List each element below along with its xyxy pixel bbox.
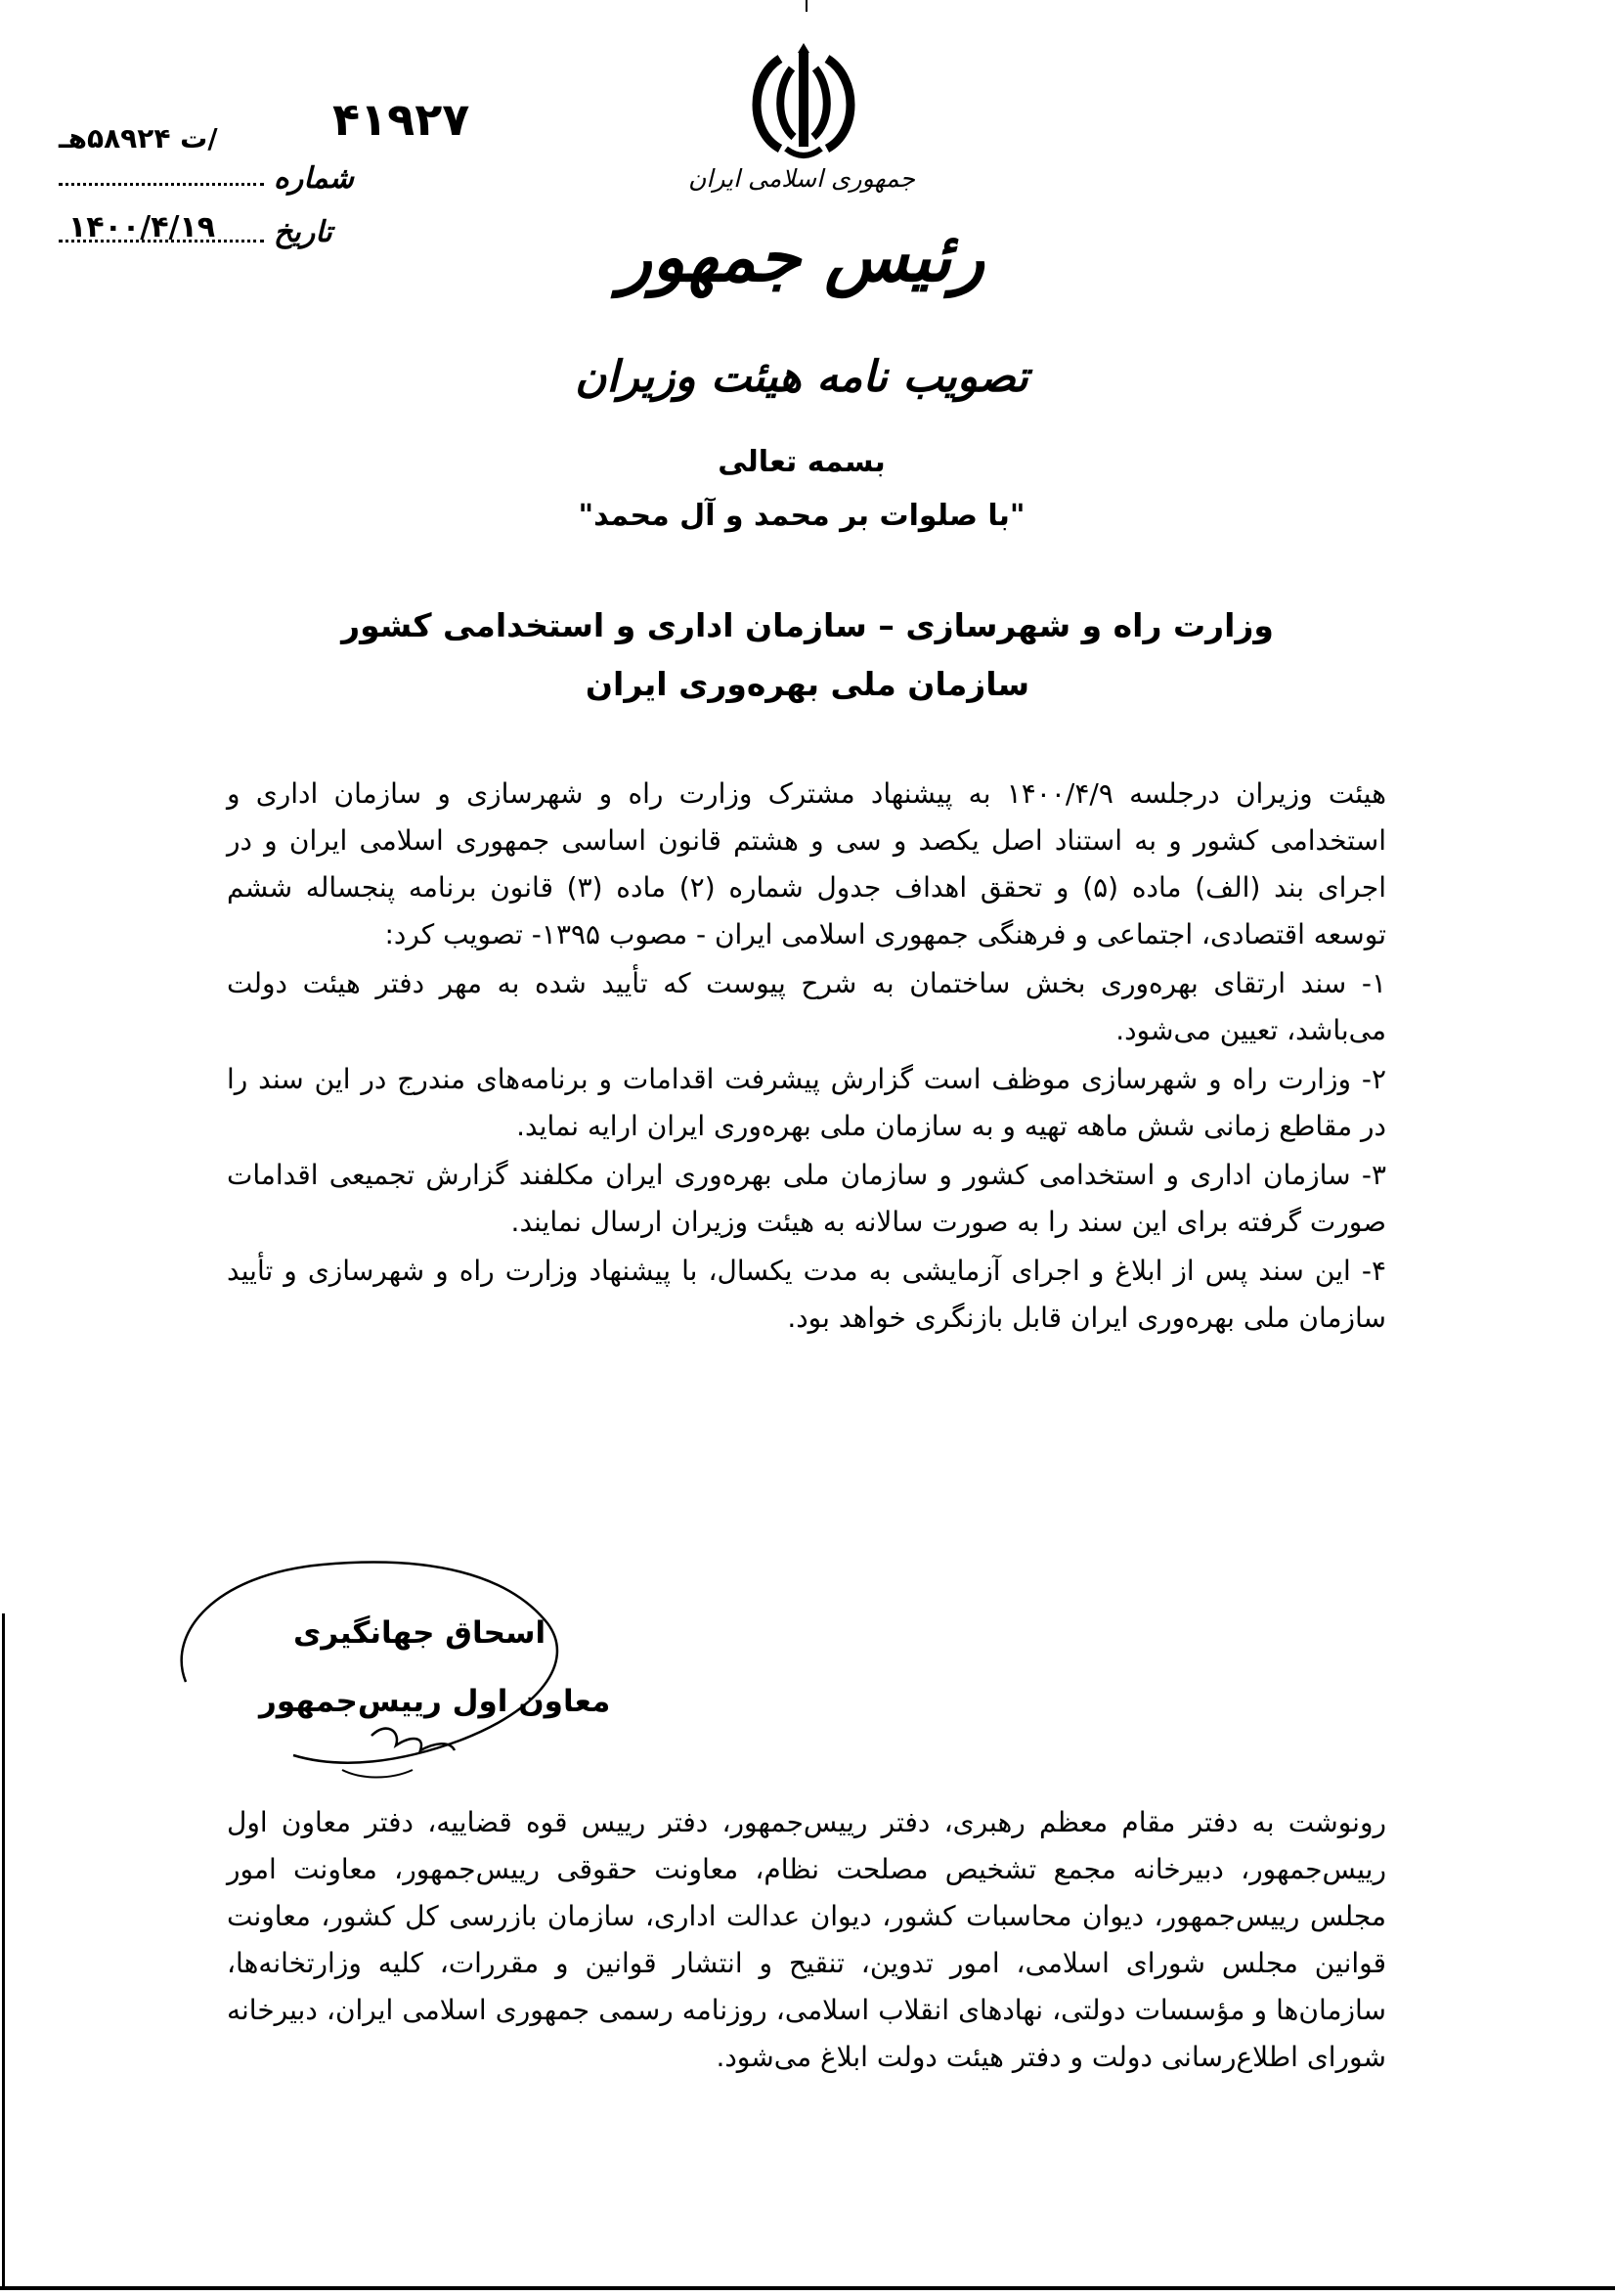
- number-label: شماره: [274, 161, 354, 196]
- copies-list: رونوشت به دفتر مقام معظم رهبری، دفتر رییس‌جمهور، دفتر رییس قوه قضاییه، دفتر معاون اول رییس‌جمهور، دبیرخانه مجمع تشخیص مصلحت نظام، معاونت حقوقی رییس‌جمهور، معاونت امور مجلس رییس‌جمهور، دیوان محاسبات کشور، دیوان عدالت اداری، سازمان بازرسی کل کشور، معاونت قوانین مجلس شورای اسلامی، امور تدوین، تنقیح و انتشار قوانین و مقررات، کلیه وزارتخانه‌ها، سازمان‌ها و مؤسسات دولتی، نهادهای انقلاب اسلامی، روزنامه رسمی جمهوری اسلامی ایران، دبیرخانه شورای اطلاع‌رسانی دولت و دفتر هیئت دولت ابلاغ می‌شود.: [227, 1806, 1386, 2073]
- decree-item-1: ۱- سند ارتقای بهره‌وری بخش ساختمان به شرح پیوست که تأیید شده به مهر دفتر هیئت دولت می‌باشد، تعیین می‌شود.: [227, 967, 1386, 1046]
- decree-item-2: ۲- وزارت راه و شهرسازی موظف است گزارش پیشرفت اقدامات و برنامه‌های مندرج در این سند را در مقاطع زمانی شش ماهه تهیه و به سازمان ملی بهره‌وری ایران ارایه نماید.: [227, 1063, 1386, 1142]
- recipients-line-1: وزارت راه و شهرسازی – سازمان اداری و استخدامی کشور: [341, 606, 1274, 644]
- date-label: تاریخ: [274, 215, 332, 249]
- iran-emblem-icon: [741, 39, 866, 166]
- date-dotted-line: [59, 240, 264, 243]
- signer-name: اسحاق جهانگیری: [293, 1615, 546, 1651]
- top-edge-line: [806, 0, 808, 12]
- signer-title: معاون اول رییس‌جمهور: [259, 1684, 611, 1719]
- document-date: ۱۴۰۰/۴/۱۹: [68, 210, 216, 244]
- decree-intro: هیئت وزیران درجلسه ۱۴۰۰/۴/۹ به پیشنهاد مشترک وزارت راه و شهرسازی و سازمان اداری و استخدامی کشور و به استناد اصل یکصد و سی و هشتم قانون اساسی جمهوری اسلامی ایران و در اجرای بند (الف) ماده (۵) و تحقق اهداف جدول شماره (۲) ماده (۳) قانون برنامه پنجساله ششم توسعه اقتصادی، اجتماعی و فرهنگی جمهوری اسلامی ایران - مصوب ۱۳۹۵- تصویب کرد:: [227, 777, 1387, 950]
- left-edge-line: [2, 1613, 5, 2288]
- document-number: ۴۱۹۲۷: [332, 93, 470, 146]
- office-title: رئیس جمهور: [619, 216, 984, 297]
- salutation: "با صلوات بر محمد و آل محمد": [578, 499, 1026, 533]
- invocation: بسمه تعالی: [718, 445, 886, 479]
- country-name: جمهوری اسلامی ایران: [688, 164, 915, 193]
- bottom-edge-line: [0, 2286, 1615, 2290]
- handwritten-signature-icon: [156, 1535, 567, 1799]
- document-code: /ت ۵۸۹۲۴هـ: [59, 122, 218, 155]
- decree-body: [227, 771, 1386, 1342]
- decree-item-4: ۴- این سند پس از ابلاغ و اجرای آزمایشی به مدت یکسال، با پیشنهاد وزارت راه و شهرسازی و تأیید سازمان ملی بهره‌وری ایران قابل بازنگری خواهد بود.: [227, 1255, 1386, 1334]
- decree-item-3: ۳- سازمان اداری و استخدامی کشور و سازمان ملی بهره‌وری ایران مکلفند گزارش تجمیعی اقدامات صورت گرفته برای این سند را به صورت سالانه به هیئت وزیران ارسال نمایند.: [227, 1159, 1386, 1238]
- number-dotted-line: [59, 161, 264, 186]
- document-type: تصویب نامه هیئت وزیران: [575, 352, 1028, 402]
- recipients-line-2: سازمان ملی بهره‌وری ایران: [585, 665, 1030, 703]
